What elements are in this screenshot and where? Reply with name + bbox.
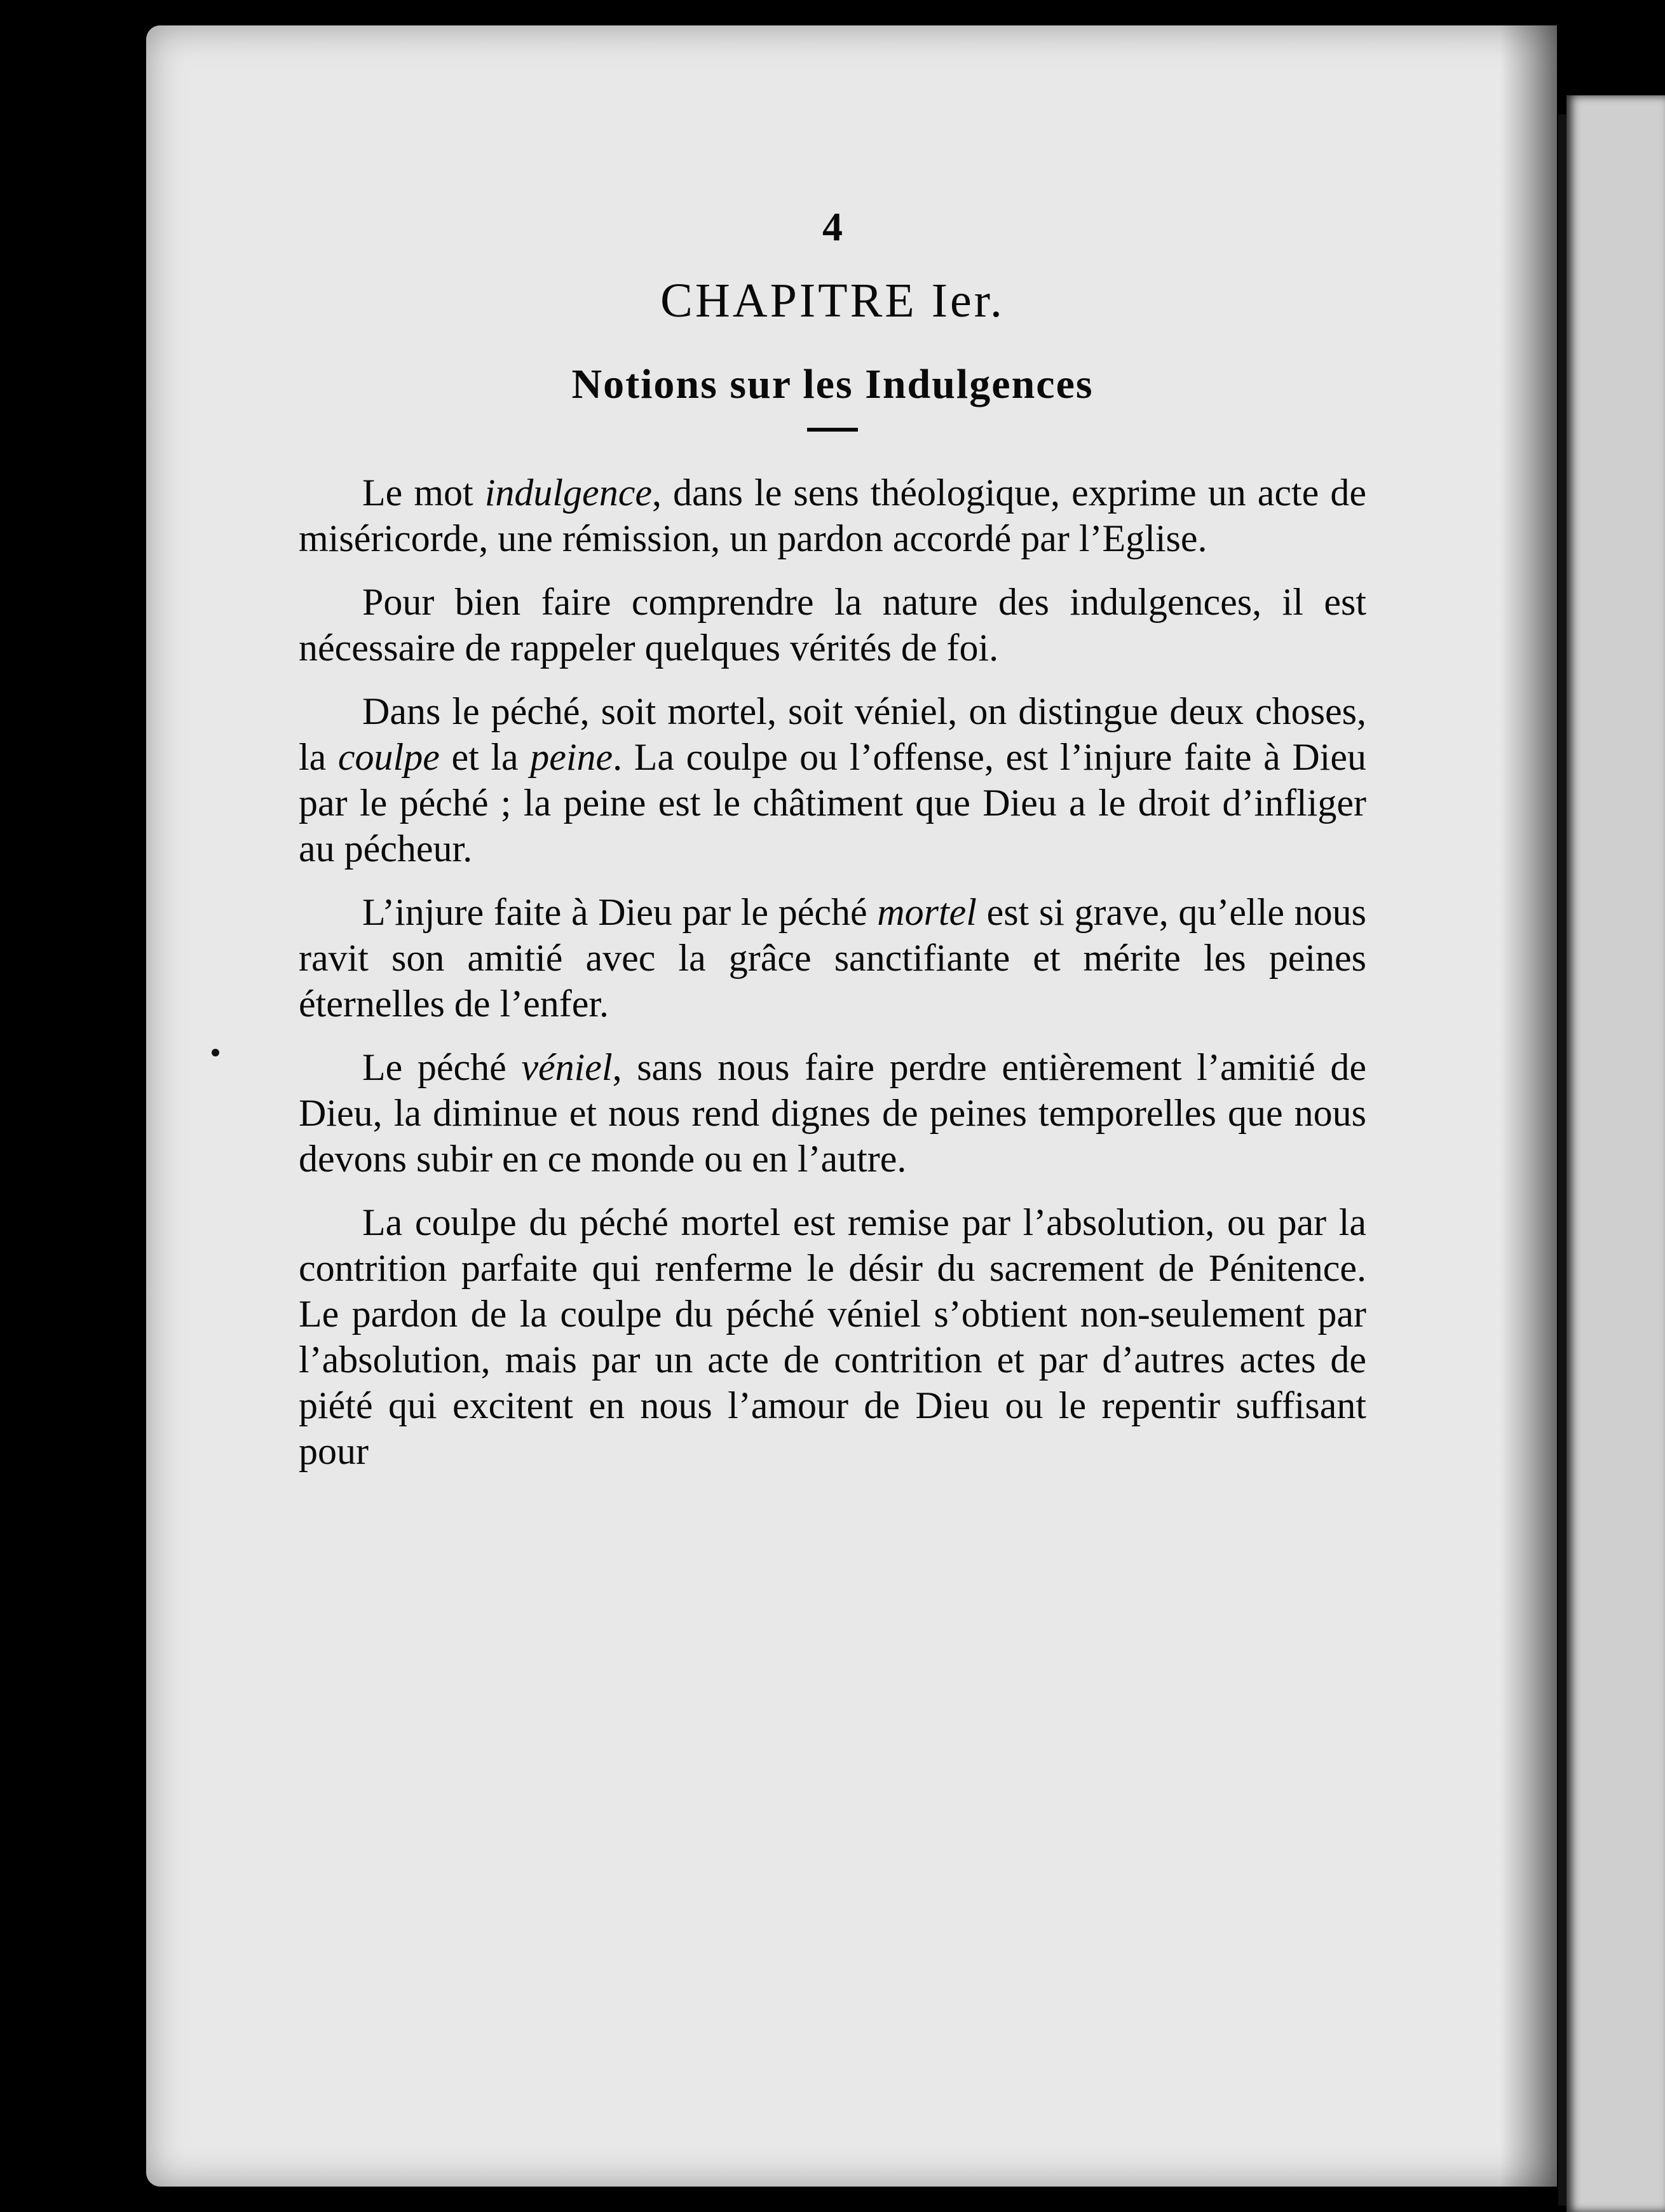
paragraph-text: Le mot xyxy=(362,472,485,514)
paragraph-text: Le péché xyxy=(362,1046,522,1088)
italic-term: coulpe xyxy=(337,736,440,778)
paragraph-text: . La coulpe ou l’offense, est l’injure faite à Dieu par le péché ; la peine est le châtiment que Dieu a le droit d’infliger au pécheur. xyxy=(299,736,1366,870)
paragraph-text: est si grave, qu’elle nous ravit son amitié avec la grâce sanctifiante et mérite les peines éternelles de l’enfer. xyxy=(299,891,1367,1025)
italic-term: peine xyxy=(530,736,613,778)
paragraph-text: Dans le péché, soit mortel, soit véniel, on distingue deux choses, la xyxy=(299,690,1366,778)
paragraph-6 xyxy=(299,1199,1366,1474)
paragraph-3 xyxy=(299,688,1366,871)
paragraph-text: L’injure faite à Dieu par le péché xyxy=(362,891,878,933)
paragraph-5 xyxy=(299,1044,1366,1182)
page-number: 4 xyxy=(822,204,843,249)
paragraph-text: La coulpe du péché mortel est remise par l’absolution, ou par la contrition parfaite qui renferme le désir du sacrement de Pénitence. Le pardon de la coulpe du péché véniel s’obtient non-seulement par l’absolution, mais par un acte de contrition et par d’autres actes de piété qui excitent en nous l’amour de Dieu ou le repentir suffisant pour xyxy=(299,1201,1366,1472)
margin-mark xyxy=(212,1049,219,1056)
book-gutter xyxy=(1558,114,1567,2206)
adjacent-page-edge xyxy=(1566,95,1665,2212)
heading-rule xyxy=(807,428,858,432)
paragraph-4 xyxy=(299,889,1366,1027)
paragraph-text: , sans nous faire perdre entièrement l’amitié de Dieu, la diminue et nous rend dignes de peines temporelles que nous devons subir en ce monde ou en l’autre. xyxy=(299,1046,1366,1180)
italic-term: mortel xyxy=(877,891,977,933)
paragraph-text: Pour bien faire comprendre la nature des indulgences, il est nécessaire de rappeler quelques vérités de foi. xyxy=(299,581,1366,669)
paragraph-text: et la xyxy=(439,736,531,778)
paragraph-text: , dans le sens théologique, exprime un acte de miséricorde, une rémission, un pardon accordé par l’Eglise. xyxy=(299,472,1366,559)
paragraph-1 xyxy=(299,470,1366,561)
paragraph-2 xyxy=(299,579,1366,671)
italic-term: indulgence xyxy=(484,472,652,514)
section-heading: Notions sur les Indulgences xyxy=(571,361,1094,407)
page-text xyxy=(299,203,1366,1492)
chapter-heading: CHAPITRE Ier. xyxy=(660,274,1005,327)
italic-term: véniel xyxy=(521,1046,613,1088)
